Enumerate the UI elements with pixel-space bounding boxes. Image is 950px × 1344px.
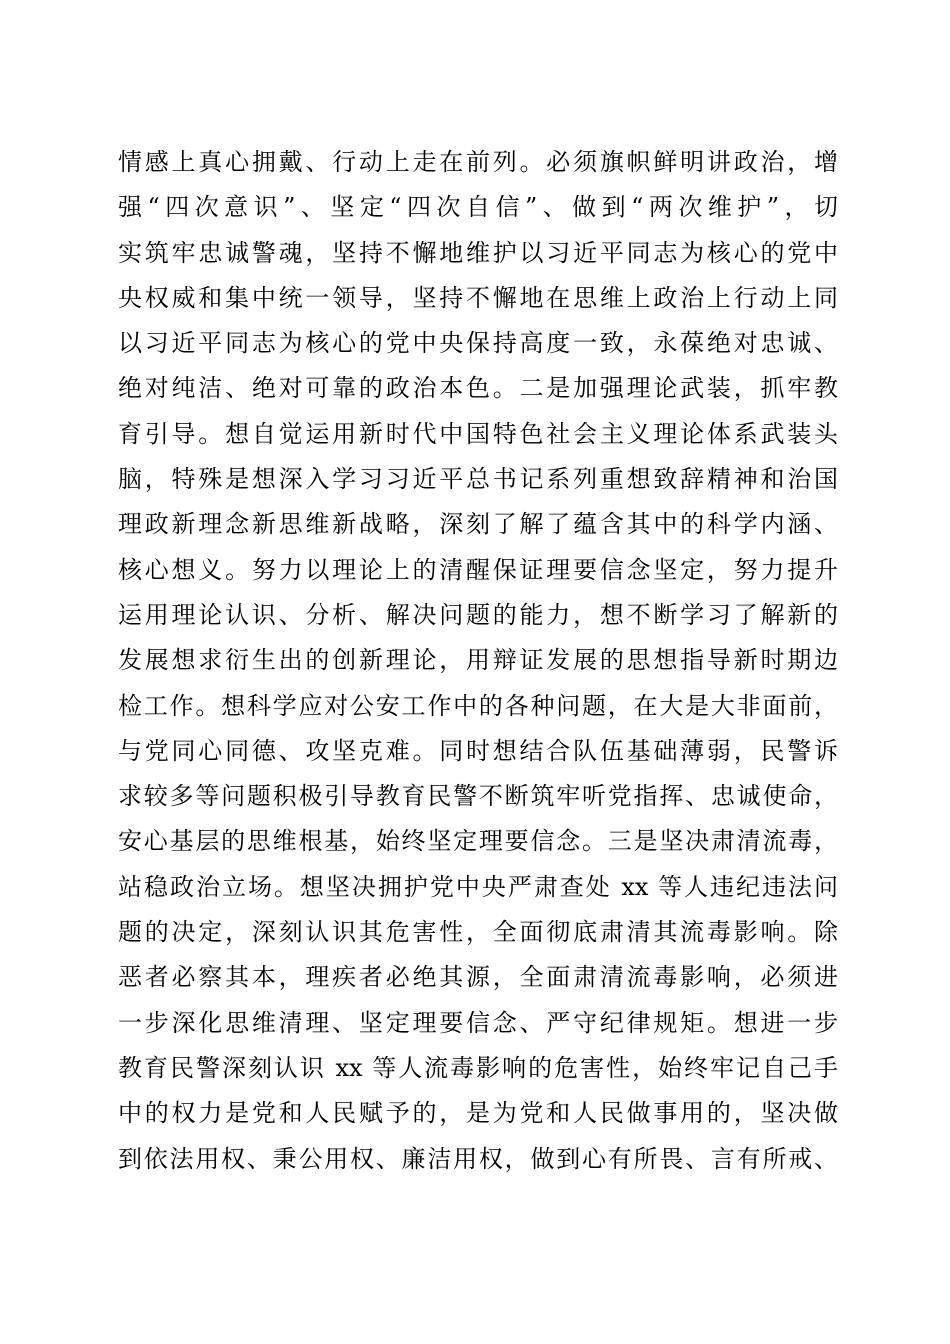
text-line: 理政新理念新思维新战略，深刻了解了蕴含其中的科学内涵、: [118, 510, 838, 539]
text-line: 脑，特殊是想深入学习习近平总书记系列重想致辞精神和治国: [118, 465, 838, 494]
text-line: 强“四次意识”、坚定“四次自信”、做到“两次维护”，切: [118, 193, 838, 222]
text-line: 站稳政治立场。想坚决拥护党中央严肃查处 xx 等人违纪违法问: [118, 872, 838, 901]
text-line: 核心想义。努力以理论上的清醒保证理要信念坚定，努力提升: [118, 555, 838, 584]
text-line: 育引导。想自觉运用新时代中国特色社会主义理论体系武装头: [118, 419, 838, 448]
text-line: 一步深化思维清理、坚定理要信念、严守纪律规矩。想进一步: [118, 1008, 838, 1037]
text-line: 央权威和集中统一领导，坚持不懈地在思维上政治上行动上同: [118, 283, 838, 312]
text-line: 以习近平同志为核心的党中央保持高度一致，永葆绝对忠诚、: [118, 329, 838, 358]
text-line: 求较多等问题积极引导教育民警不断筑牢听党指挥、忠诚使命，: [118, 782, 838, 811]
text-line: 安心基层的思维根基，始终坚定理要信念。三是坚决肃清流毒，: [118, 827, 838, 856]
text-line: 中的权力是党和人民赋予的，是为党和人民做事用的，坚决做: [118, 1099, 838, 1128]
text-line: 与党同心同德、攻坚克难。同时想结合队伍基础薄弱，民警诉: [118, 736, 838, 765]
text-line: 到依法用权、秉公用权、廉洁用权，做到心有所畏、言有所戒、: [118, 1144, 838, 1173]
text-line: 恶者必察其本，理疾者必绝其源，全面肃清流毒影响，必须进: [118, 963, 838, 992]
text-line: 题的决定，深刻认识其危害性，全面彻底肃清其流毒影响。除: [118, 918, 838, 947]
text-line: 教育民警深刻认识 xx 等人流毒影响的危害性，始终牢记自己手: [118, 1053, 838, 1082]
text-line: 实筑牢忠诚警魂，坚持不懈地维护以习近平同志为核心的党中: [118, 238, 838, 267]
text-line: 发展想求衍生出的创新理论，用辩证发展的思想指导新时期边: [118, 646, 838, 675]
body-text: [118, 140, 838, 1182]
text-line: 绝对纯洁、绝对可靠的政治本色。二是加强理论武装，抓牢教: [118, 374, 838, 403]
text-line: 运用理论认识、分析、解决问题的能力，想不断学习了解新的: [118, 600, 838, 629]
text-line: 情感上真心拥戴、行动上走在前列。必须旗帜鲜明讲政治，增: [118, 148, 838, 176]
text-line: 检工作。想科学应对公安工作中的各种问题，在大是大非面前，: [118, 691, 838, 720]
